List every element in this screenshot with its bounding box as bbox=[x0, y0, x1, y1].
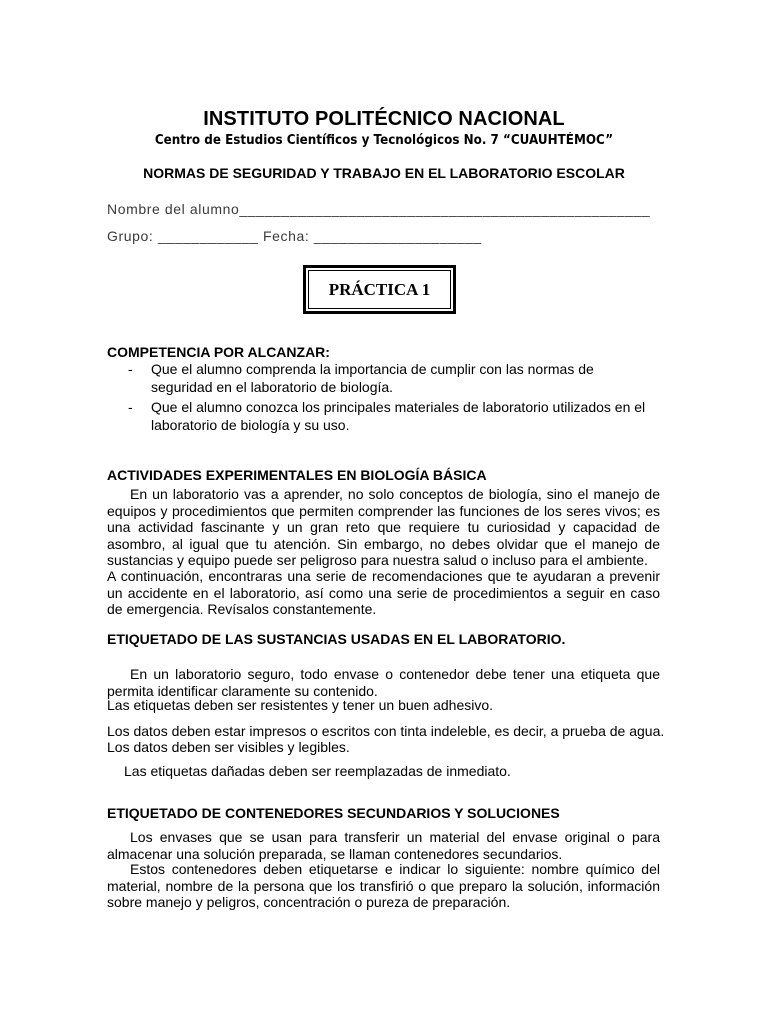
etiquetado-heading: ETIQUETADO DE LAS SUSTANCIAS USADAS EN EL LABORATORIO. bbox=[107, 631, 566, 647]
list-item bbox=[128, 360, 656, 396]
bullet-marker: - bbox=[128, 399, 133, 415]
list-item-text: Que el alumno comprenda la importancia de cumplir con las normas de seguridad en el laboratorio de biología. bbox=[151, 361, 594, 395]
practice-box bbox=[303, 265, 456, 314]
etiquetado-paragraph-2: Las etiquetas deben ser resistentes y tener un buen adhesivo. bbox=[107, 697, 494, 713]
list-item bbox=[128, 398, 656, 434]
institution-title: INSTITUTO POLITÉCNICO NACIONAL bbox=[203, 108, 565, 130]
student-name-field: Nombre del alumno_________________________________________________ bbox=[107, 201, 651, 217]
group-date-field: Grupo: ____________ Fecha: ____________________ bbox=[107, 228, 482, 244]
competencia-heading: COMPETENCIA POR ALCANZAR: bbox=[107, 344, 330, 360]
actividades-paragraph-2: A continuación, encontraras una serie de recomendaciones que te ayudaran a prevenir un accidente en el laboratorio, así como una serie de procedimientos a seguir en caso de emergencia. Revísalos constantemente. bbox=[107, 568, 660, 617]
etiquetado-paragraph-4: Los datos deben ser visibles y legibles. bbox=[107, 739, 350, 755]
practice-label: PRÁCTICA 1 bbox=[308, 270, 451, 309]
etiquetado-paragraph-5: Las etiquetas dañadas deben ser reemplazadas de inmediato. bbox=[124, 763, 511, 779]
document-title: NORMAS DE SEGURIDAD Y TRABAJO EN EL LABORATORIO ESCOLAR bbox=[143, 165, 625, 181]
etiquetado-paragraph-3: Los datos deben estar impresos o escritos con tinta indeleble, es decir, a prueba de agua. bbox=[107, 723, 665, 739]
center-subtitle: Centro de Estudios Científicos y Tecnológicos No. 7 “CUAUHTÉMOC” bbox=[154, 133, 614, 148]
list-item-text: Que el alumno conozca los principales materiales de laboratorio utilizados en el laboratorio de biología y su uso. bbox=[151, 399, 646, 433]
contenedores-paragraph-1: Los envases que se usan para transferir un material del envase original o para almacenar una solución preparada, se llaman contenedores secundarios. bbox=[107, 829, 660, 862]
contenedores-paragraph-2: Estos contenedores deben etiquetarse e indicar lo siguiente: nombre químico del material, nombre de la persona que los transfirió o que preparo la solución, información sobre manejo y peligros, concentración o pureza de preparación. bbox=[107, 861, 660, 910]
bullet-marker: - bbox=[128, 361, 133, 377]
etiquetado-paragraph-1: En un laboratorio seguro, todo envase o contenedor debe tener una etiqueta que permita identificar claramente su contenido. bbox=[107, 666, 660, 699]
contenedores-heading: ETIQUETADO DE CONTENEDORES SECUNDARIOS Y SOLUCIONES bbox=[107, 805, 560, 821]
actividades-paragraph-1: En un laboratorio vas a aprender, no solo conceptos de biología, sino el manejo de equipos y procedimientos que permiten comprender las funciones de los seres vivos; es una actividad fascinante y un gran reto que requiere tu curiosidad y capacidad de asombro, al igual que tu atención. Sin embargo, no debes olvidar que el manejo de sustancias y equipo puede ser peligroso para nuestra salud o incluso para el ambiente. bbox=[107, 486, 660, 568]
actividades-heading: ACTIVIDADES EXPERIMENTALES EN BIOLOGÍA BÁSICA bbox=[107, 467, 487, 483]
